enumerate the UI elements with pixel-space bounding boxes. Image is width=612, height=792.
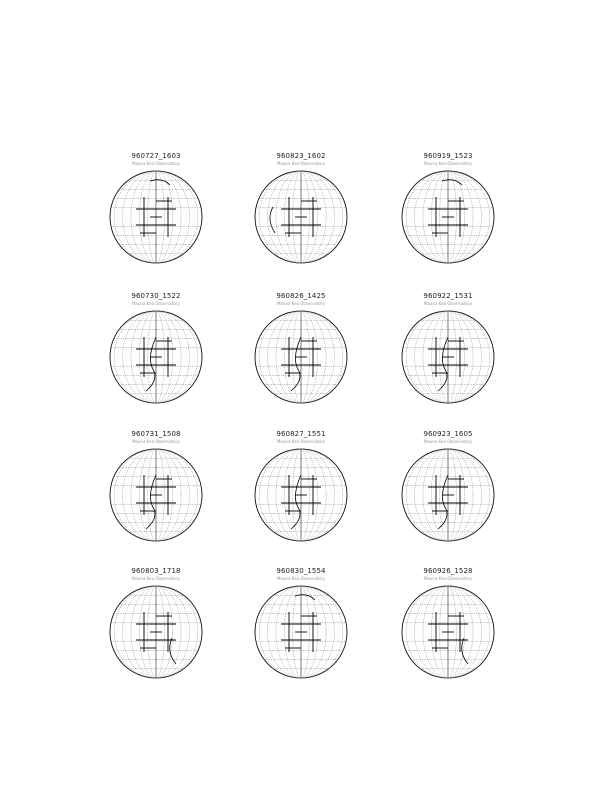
feature-curve (270, 207, 275, 233)
globe-11 (251, 582, 351, 682)
globe-10 (106, 582, 206, 682)
globe-panel-11 (226, 567, 376, 697)
globe-panel-10 (81, 567, 231, 697)
feature-curve (291, 337, 301, 391)
globe-5 (251, 307, 351, 407)
globe-panel-4 (81, 292, 231, 422)
panel-subtitle: Mauna Kea Observatory (423, 576, 473, 581)
panel-title: 960730_1522 (131, 292, 181, 300)
globe-9 (398, 445, 498, 545)
globe-4 (106, 307, 206, 407)
globe-12 (398, 582, 498, 682)
globe-panel-5 (226, 292, 376, 422)
panel-subtitle: Mauna Kea Observatory (423, 439, 473, 444)
feature-curve (438, 337, 448, 391)
globe-1 (106, 167, 206, 267)
globe-panel-6 (373, 292, 523, 422)
panel-subtitle: Mauna Kea Observatory (276, 439, 326, 444)
globe-3 (398, 167, 498, 267)
panel-subtitle: Mauna Kea Observatory (276, 161, 326, 166)
panel-title: 960823_1602 (276, 152, 326, 160)
panel-subtitle: Mauna Kea Observatory (131, 161, 181, 166)
panel-subtitle: Mauna Kea Observatory (423, 301, 473, 306)
panel-subtitle: Mauna Kea Observatory (423, 161, 473, 166)
panel-title: 960923_1605 (423, 430, 473, 438)
globe-7 (106, 445, 206, 545)
globe-panel-3 (373, 152, 523, 282)
panel-title: 960830_1554 (276, 567, 326, 575)
panel-title: 960826_1425 (276, 292, 326, 300)
panel-subtitle: Mauna Kea Observatory (131, 439, 181, 444)
panel-title: 960803_1718 (131, 567, 181, 575)
feature-curve (150, 180, 170, 185)
feature-curve (438, 475, 448, 529)
panel-title: 960827_1551 (276, 430, 326, 438)
feature-curve (291, 475, 301, 529)
globe-2 (251, 167, 351, 267)
panel-subtitle: Mauna Kea Observatory (131, 301, 181, 306)
globe-6 (398, 307, 498, 407)
panel-title: 960922_1531 (423, 292, 473, 300)
feature-curve (146, 475, 156, 529)
panel-title: 960731_1508 (131, 430, 181, 438)
globe-panel-9 (373, 430, 523, 560)
globe-8 (251, 445, 351, 545)
panel-title: 960926_1528 (423, 567, 473, 575)
panel-subtitle: Mauna Kea Observatory (276, 301, 326, 306)
panel-subtitle: Mauna Kea Observatory (131, 576, 181, 581)
feature-curve (146, 337, 156, 391)
globe-panel-7 (81, 430, 231, 560)
feature-curve (295, 595, 315, 600)
globe-panel-8 (226, 430, 376, 560)
feature-curve (170, 638, 176, 664)
panel-title: 960727_1603 (131, 152, 181, 160)
globe-panel-12 (373, 567, 523, 697)
globe-panel-2 (226, 152, 376, 282)
globe-panel-1 (81, 152, 231, 282)
feature-curve (462, 638, 468, 664)
panel-subtitle: Mauna Kea Observatory (276, 576, 326, 581)
panel-title: 960919_1523 (423, 152, 473, 160)
feature-curve (442, 180, 462, 185)
